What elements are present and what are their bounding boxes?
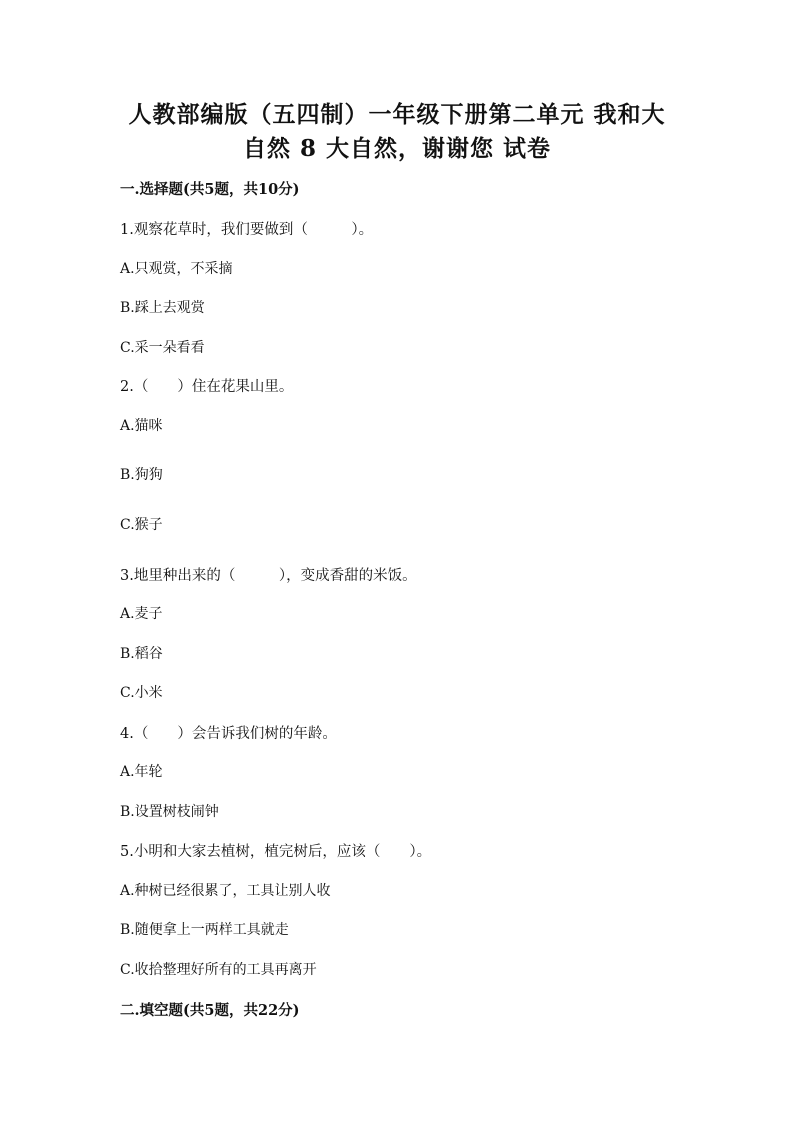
question-4-option-a: A.年轮	[120, 764, 163, 780]
question-3-option-c: C.小米	[120, 685, 163, 701]
section-heading-fill-in-blank: 二.填空题(共5题，共22分)	[120, 1002, 300, 1019]
question-1-option-c: C.采一朵看看	[120, 340, 205, 356]
question-5-option-b: B.随便拿上一两样工具就走	[120, 922, 289, 938]
question-5-stem: 5.小明和大家去植树，植完树后，应该（ ）。	[120, 844, 432, 860]
question-2-option-c: C.猴子	[120, 517, 163, 533]
question-4-stem: 4.（ ）会告诉我们树的年龄。	[120, 726, 337, 742]
section-heading-multiple-choice: 一.选择题(共5题，共10分)	[120, 181, 300, 198]
question-1-option-a: A.只观赏，不采摘	[120, 261, 233, 277]
question-4-option-b: B.设置树枝闹钟	[120, 804, 219, 820]
question-1-option-b: B.踩上去观赏	[120, 300, 205, 316]
document-title-line-1: 人教部编版（五四制）一年级下册第二单元 我和大	[128, 101, 666, 128]
question-5-option-c: C.收拾整理好所有的工具再离开	[120, 962, 317, 978]
question-3-stem: 3.地里种出来的（ ），变成香甜的米饭。	[120, 568, 417, 584]
question-2-option-b: B.狗狗	[120, 467, 163, 483]
question-2-option-a: A.猫咪	[120, 418, 163, 434]
question-1-stem: 1.观察花草时，我们要做到（ ）。	[120, 222, 374, 238]
question-5-option-a: A.种树已经很累了，工具让别人收	[120, 883, 331, 899]
question-2-stem: 2.（ ）住在花果山里。	[120, 379, 294, 395]
document-title-line-2: 自然 8 大自然，谢谢您 试卷	[242, 135, 552, 162]
question-3-option-a: A.麦子	[120, 606, 163, 622]
question-3-option-b: B.稻谷	[120, 646, 163, 662]
